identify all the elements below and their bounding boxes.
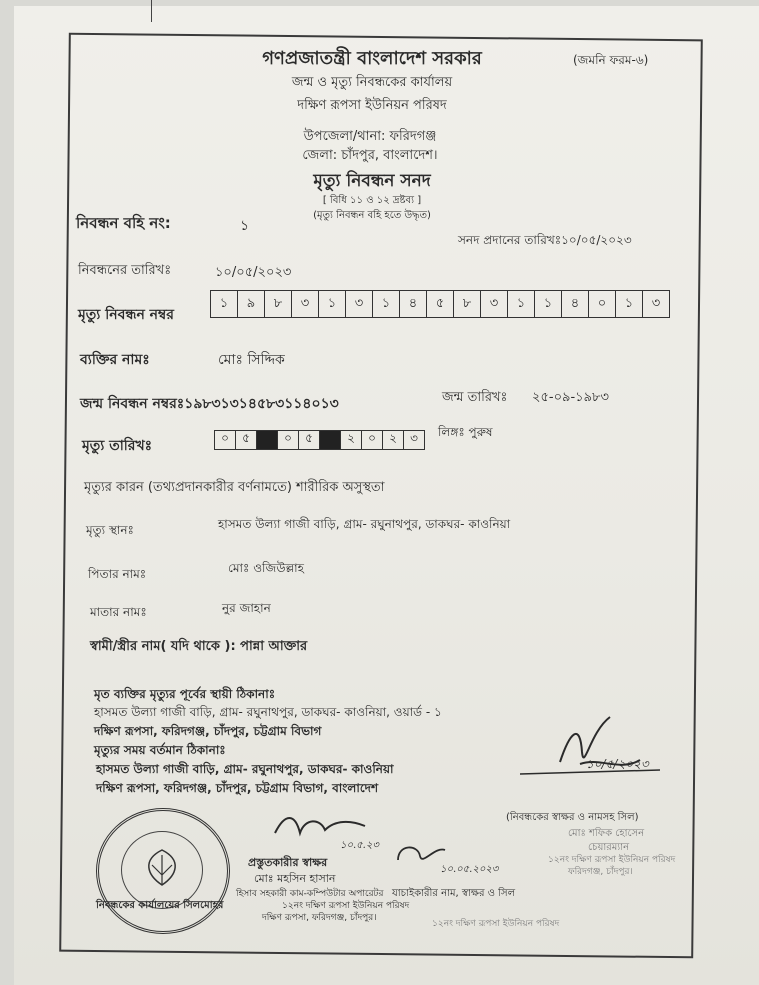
registration-digit-box: ৯ xyxy=(238,291,265,317)
date-digit-box: ৫ xyxy=(299,431,320,449)
place-of-death-value: হাসমত উল্যা গাজী বাড়ি, গ্রাম- রঘুনাথপুর, ডাকঘর- কাওনিয়া xyxy=(218,517,511,531)
person-name-label: ব্যক্তির নামঃ xyxy=(80,352,150,368)
present-address-label: মৃত্যুর সময় বর্তমান ঠিকানাঃ xyxy=(94,743,226,757)
gender: লিঙ্গঃ পুরুষ xyxy=(438,425,493,439)
preparer-place: দক্ষিণ রূপসা, ফরিদগঞ্জ, চাঁদপুর। xyxy=(262,913,377,923)
present-address-line1: হাসমত উল্যা গাজী বাড়ি, গ্রাম- রঘুনাথপুর, ডাকঘর- কাওনিয়া xyxy=(96,762,394,776)
seal-union-text: ১২নং দক্ষিণ রূপসা ইউনিয়ন পরিষদ xyxy=(432,919,560,929)
verifier-label: যাচাইকারীর নাম, স্বাক্ষর ও সিল xyxy=(392,888,516,899)
preparer-role: হিসাব সহকারী কাম-কম্পিউটার অপারেটর xyxy=(236,889,384,899)
registration-digit-box: ১ xyxy=(616,291,643,317)
staple-mark xyxy=(151,0,152,22)
preparer-signature-date: ১০.৫.২৩ xyxy=(340,840,379,851)
date-digit-box: ৩ xyxy=(410,431,418,445)
extract-note: (মৃত্যু নিবন্ধন বহি হতে উদ্ধৃত) xyxy=(313,210,431,221)
verifier-signature-date: ১০.০৫.২০২৩ xyxy=(440,864,499,875)
seal-emblem-icon xyxy=(137,845,187,891)
registration-digit-box: ৮ xyxy=(265,291,292,317)
spouse-name: স্বামী/স্ত্রীর নাম( যদি থাকে ): পান্না আক্তার xyxy=(90,639,308,654)
registration-date-label: নিবন্ধনের তারিখঃ xyxy=(78,263,172,278)
union-council-seal xyxy=(96,808,230,934)
person-name-value: মোঃ সিদ্দিক xyxy=(218,352,285,368)
registrar-signature xyxy=(520,712,660,792)
office-heading: জন্ম ও মৃত্যু নিবন্ধকের কার্যালয় xyxy=(291,75,453,90)
registration-digit-box: ৮ xyxy=(454,291,481,317)
death-date-label: মৃত্যু তারিখঃ xyxy=(82,438,153,454)
registrar-label: (নিবন্ধকের স্বাক্ষর ও নামসহ সিল) xyxy=(506,812,639,823)
registration-digit-box: ১ xyxy=(535,291,562,317)
rule-reference: [ বিধি ১১ ও ১২ দ্রষ্টব্য ] xyxy=(322,195,422,206)
registration-digit-box: ৫ xyxy=(427,291,454,317)
date-digit-box: ০ xyxy=(215,431,236,449)
death-date-boxes xyxy=(214,430,425,450)
death-registration-number-boxes xyxy=(210,290,670,318)
registration-digit-box: ৩ xyxy=(346,291,373,317)
date-digit-box: ২ xyxy=(383,431,404,449)
seal-label: নিবন্ধকের কার্যালয়ের সিলমোহর xyxy=(96,900,224,911)
permanent-address-line2: দক্ষিণ রূপসা, ফরিদগঞ্জ, চাঁদপুর, চট্টগ্রাম বিভাগ xyxy=(94,724,322,738)
registration-digit-box: ১ xyxy=(373,291,400,317)
mother-name-label: মাতার নামঃ xyxy=(90,605,147,619)
registration-digit-box: ৩ xyxy=(651,295,661,311)
father-name-label: পিতার নামঃ xyxy=(88,567,147,581)
registrar-stamp-place: ফরিদগঞ্জ, চাঁদপুর। xyxy=(568,867,633,877)
preparer-name: মোঃ মহসিন হাসান xyxy=(254,872,336,885)
place-of-death-label: মৃত্যু স্থানঃ xyxy=(86,523,134,537)
permanent-address-line1: হাসমত উল্যা গাজী বাড়ি, গ্রাম- রঘুনাথপুর, ডাকঘর- কাওনিয়া, ওয়ার্ড - ১ xyxy=(94,705,442,719)
permanent-address-label: মৃত ব্যক্তির মৃত্যুর পূর্বের স্থায়ী ঠিকানাঃ xyxy=(94,687,276,701)
registrar-stamp-org: ১২নং দক্ষিণ রূপসা ইউনিয়ন পরিষদ xyxy=(548,855,676,865)
death-registration-label: মৃত্যু নিবন্ধন নম্বর xyxy=(78,307,174,323)
birth-date-label: জন্ম তারিখঃ xyxy=(442,390,508,405)
date-digit-box: ৫ xyxy=(236,431,257,449)
date-separator-box xyxy=(320,431,341,449)
registration-digit-box: ৪ xyxy=(400,291,427,317)
registration-digit-box: ১ xyxy=(319,291,346,317)
registration-digit-box: ১ xyxy=(508,291,535,317)
father-name-value: মোঃ ওজিউল্লাহ xyxy=(228,561,304,575)
registration-digit-box: ০ xyxy=(589,291,616,317)
date-digit-box: ০ xyxy=(362,431,383,449)
registry-book-value: ১ xyxy=(240,218,250,234)
union-council-heading: দক্ষিণ রূপসা ইউনিয়ন পরিষদ xyxy=(297,98,447,113)
registrar-signature-date: ১০/৫/২০২৩ xyxy=(586,757,649,771)
birth-date-value: ২৫-০৯-১৯৮৩ xyxy=(532,390,609,405)
mother-name-value: নুর জাহান xyxy=(222,601,271,615)
registration-digit-box: ৪ xyxy=(562,291,589,317)
registration-digit-box: ৩ xyxy=(292,291,319,317)
date-digit-box: ২ xyxy=(341,431,362,449)
registration-digit-box: ১ xyxy=(211,291,238,317)
registrar-stamp-name: মোঃ শফিক হোসেন xyxy=(568,828,645,839)
government-heading: গণপ্রজাতন্ত্রী বাংলাদেশ সরকার xyxy=(262,48,482,69)
registration-date-value: ১০/০৫/২০২৩ xyxy=(215,265,292,280)
preparer-org: ১২নং দক্ষিণ রূপসা ইউনিয়ন পরিষদ xyxy=(282,901,410,911)
present-address-line2: দক্ষিণ রূপসা, ফরিদগঞ্জ, চাঁদপুর, চট্টগ্রাম বিভাগ, বাংলাদেশ xyxy=(96,781,379,795)
registry-book-label: নিবন্ধন বহি নং: xyxy=(76,214,171,232)
birth-registration-number: জন্ম নিবন্ধন নম্বরঃ১৯৮৩১৩১৪৫৮৩১১৪০১৩ xyxy=(80,396,339,412)
date-digit-box: ০ xyxy=(278,431,299,449)
upazila-line: উপজেলা/থানা: ফরিদগঞ্জ xyxy=(303,129,437,144)
district-line: জেলা: চাঁদপুর, বাংলাদেশ। xyxy=(302,148,438,163)
certificate-title: মৃত্যু নিবন্ধন সনদ xyxy=(313,171,431,191)
date-separator-box xyxy=(257,431,278,449)
issue-date: সনদ প্রদানের তারিখঃ১০/০৫/২০২৩ xyxy=(458,233,632,247)
form-number: (জমনি ফরম-৬) xyxy=(573,53,649,67)
preparer-label: প্রস্তুতকারীর স্বাক্ষর xyxy=(248,856,328,869)
registrar-stamp-title: চেয়ারম্যান xyxy=(588,842,630,853)
registration-digit-box: ৩ xyxy=(481,291,508,317)
cause-of-death: মৃত্যুর কারন (তথ্যপ্রদানকারীর বর্ণনামতে) শারীরিক অসুস্থতা xyxy=(84,480,385,495)
